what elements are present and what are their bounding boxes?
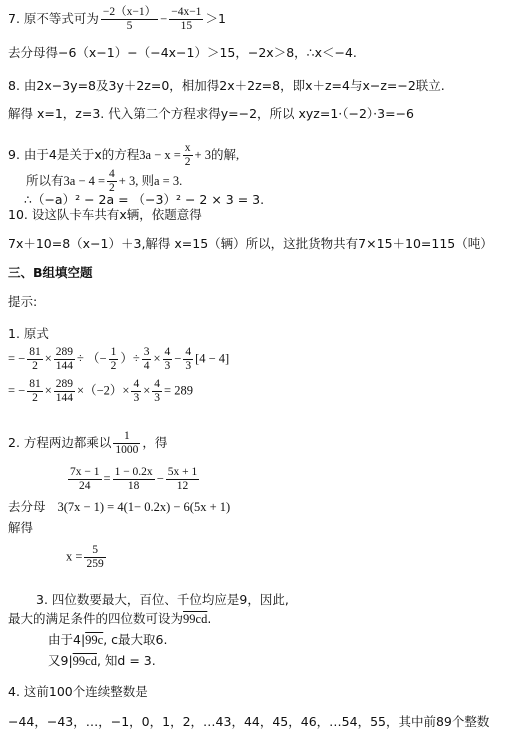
line-9c: ∴（−a）² − 2a = （−3）² − 2 × 3 = 3. xyxy=(24,192,265,207)
operator: − xyxy=(156,471,164,486)
operator: ×（−2）× xyxy=(77,383,130,398)
numerator: x xyxy=(184,142,191,154)
numerator: 1 xyxy=(110,346,117,358)
problem-3-line-d xyxy=(48,653,156,669)
numerator: 81 xyxy=(29,378,41,390)
line-9 xyxy=(8,142,239,169)
numerator: 4 xyxy=(133,378,140,390)
denominator: 5 xyxy=(126,20,133,32)
line-7 xyxy=(8,6,226,33)
denominator: 4 xyxy=(143,360,150,372)
denominator: 144 xyxy=(55,392,74,404)
fraction xyxy=(169,6,203,33)
denominator: 3 xyxy=(133,392,140,404)
text: 9. 由于4是关于x的方程 xyxy=(8,147,140,162)
denominator: 3 xyxy=(154,392,161,404)
operator: − xyxy=(160,12,168,26)
numerator: 5x + 1 xyxy=(167,466,198,478)
text: = − xyxy=(8,383,26,398)
text: , c最大取6. xyxy=(103,632,168,647)
text: 又9| xyxy=(48,653,73,668)
text: + 3的解, xyxy=(194,148,240,162)
line-8b: 解得 x=1，z=3. 代入第二个方程求得y=−2，所以 xyz=1·（−2）·3=−6 xyxy=(8,106,415,121)
overline-number: 99cd xyxy=(183,612,208,626)
equation: 3a − x = xyxy=(139,148,181,162)
text: . xyxy=(207,611,212,626)
line-9b xyxy=(26,168,182,195)
text: 2. 方程两边都乘以 xyxy=(8,435,112,450)
text: , 知d = 3. xyxy=(96,653,156,668)
problem-1-line-b xyxy=(8,378,193,405)
numerator: 3 xyxy=(143,346,150,358)
fraction xyxy=(27,378,43,405)
fraction xyxy=(27,346,43,373)
operator: × xyxy=(143,383,151,398)
problem-2-equation xyxy=(66,466,201,493)
problem-4-line-b: −44，−43，…，−1，0，1，2，…43，44，45，46，…54，55，其中前89个整数 xyxy=(8,714,490,729)
hint-label: 提示: xyxy=(8,294,38,309)
numerator: 289 xyxy=(55,378,74,390)
operator: ÷ （− xyxy=(77,351,107,366)
fraction xyxy=(113,466,155,493)
problem-2-step xyxy=(8,499,230,515)
text: 7. 原不等式可为 xyxy=(8,11,99,26)
text: 最大的满足条件的四位数可设为 xyxy=(8,611,184,626)
problem-1: 1. 原式 xyxy=(8,326,49,341)
problem-1-line-a xyxy=(8,346,229,373)
text: [4 − 4] xyxy=(195,351,230,366)
fraction xyxy=(166,466,200,493)
overline-number: 99c xyxy=(85,633,104,647)
text: = − xyxy=(8,351,26,366)
problem-3: 3. 四位数要最大，百位、千位均应是9，因此, xyxy=(36,592,289,607)
line-7b: 去分母得−6（x−1）−（−4x−1）＞15，−2x＞8，∴x＜−4. xyxy=(8,45,357,60)
denominator: 2 xyxy=(109,182,115,194)
operator: = xyxy=(103,471,111,486)
line-10b: 7x＋10=8（x−1）＋3,解得 x=15（辆）所以，这批货物共有7×15＋10=115（吨） xyxy=(8,236,493,251)
denominator: 3 xyxy=(164,360,171,372)
numerator: 81 xyxy=(29,346,41,358)
fraction xyxy=(142,346,152,373)
numerator: 4 xyxy=(185,346,192,358)
text: ＞1 xyxy=(205,11,226,26)
numerator: 4 xyxy=(164,346,171,358)
operator: × xyxy=(44,351,52,366)
text: x = xyxy=(66,549,83,564)
denominator: 24 xyxy=(79,480,91,492)
fraction xyxy=(131,378,141,405)
fraction xyxy=(107,168,117,195)
text: 所以有 xyxy=(26,173,64,188)
numerator: 5 xyxy=(84,544,105,558)
numerator: 7x − 1 xyxy=(70,466,100,478)
operator: − xyxy=(174,351,182,366)
numerator: −2（x−1） xyxy=(102,6,157,18)
equation: 3a − 4 = xyxy=(63,174,106,188)
overline-number: 99cd xyxy=(72,654,97,668)
denominator: 3 xyxy=(185,360,192,372)
denominator: 2 xyxy=(32,360,38,372)
fraction xyxy=(152,378,162,405)
denominator: 15 xyxy=(180,20,193,32)
line-8: 8. 由2x−3y=8及3y＋2z=0，相加得2x＋2z=8，即x＋z=4与x−z=−2联立. xyxy=(8,78,445,93)
operator: × xyxy=(44,383,52,398)
denominator: 144 xyxy=(55,360,74,372)
fraction xyxy=(113,430,140,457)
text: 去分母 xyxy=(8,499,46,514)
text: 由于4| xyxy=(48,632,86,647)
denominator: 18 xyxy=(127,480,140,492)
denominator: 12 xyxy=(176,480,189,492)
numerator: 1 xyxy=(113,430,140,444)
fraction xyxy=(101,6,158,33)
problem-2-answer xyxy=(66,544,108,571)
equation: 3(7x − 1) = 4(1− 0.2x) − 6(5x + 1) xyxy=(57,500,231,514)
fraction xyxy=(183,346,193,373)
numerator: 4 xyxy=(154,378,161,390)
operator: ）÷ xyxy=(120,351,140,366)
fraction xyxy=(84,544,105,571)
denominator: 259 xyxy=(86,558,104,570)
problem-3-line-c xyxy=(48,632,167,648)
text: ，得 xyxy=(142,435,168,450)
numerator: 289 xyxy=(55,346,74,358)
numerator: −4x−1 xyxy=(171,6,202,18)
line-10: 10. 设这队卡车共有x辆，依题意得 xyxy=(8,207,202,222)
problem-2 xyxy=(8,430,167,457)
fraction xyxy=(54,346,75,373)
denominator: 2 xyxy=(110,360,117,372)
problem-3-line-b xyxy=(8,611,211,627)
section-heading: 三、B组填空题 xyxy=(8,265,93,280)
problem-4: 4. 这前100个连续整数是 xyxy=(8,684,148,699)
fraction xyxy=(163,346,173,373)
denominator: 1000 xyxy=(115,444,139,456)
operator: × xyxy=(153,351,161,366)
fraction xyxy=(68,466,102,493)
numerator: 4 xyxy=(109,168,115,180)
text: = 289 xyxy=(164,383,193,398)
fraction xyxy=(183,142,193,169)
denominator: 2 xyxy=(32,392,38,404)
text: + 3, 则a = 3. xyxy=(118,174,183,188)
problem-2-solve: 解得 xyxy=(8,520,34,535)
numerator: 1 − 0.2x xyxy=(114,466,153,478)
fraction xyxy=(54,378,75,405)
denominator: 2 xyxy=(184,156,191,168)
fraction xyxy=(109,346,119,373)
